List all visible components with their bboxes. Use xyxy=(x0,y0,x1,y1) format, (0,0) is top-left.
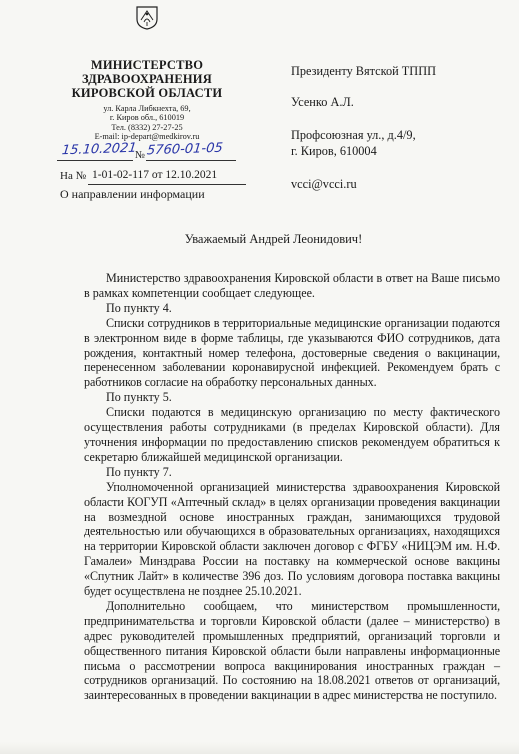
date-underline xyxy=(57,160,133,161)
reference-label: На № xyxy=(60,170,87,182)
body-paragraph: Списки сотрудников в территориальные медицинские организации подаются в электронном виде в форме таблицы, где указываются ФИО сотрудников, дата рождения, контактный номер телефона, достоверные сведения о вакцинации, перенесенном заболевании коронавирусной инфекцией. Рекомендуем брать с работников согласие на обработку персональных данных. xyxy=(84,315,500,390)
addressee-city: г. Киров, 610004 xyxy=(291,144,377,158)
ministry-name-line: МИНИСТЕРСТВО xyxy=(90,58,204,72)
registration-number-label: № xyxy=(135,150,146,161)
ministry-name-line: КИРОВСКОЙ ОБЛАСТИ xyxy=(71,86,223,100)
addressee-title: Президенту Вятской ТППП xyxy=(291,64,436,78)
letter-body xyxy=(84,271,500,703)
body-paragraph: Министерство здравоохранения Кировской области в ответ на Ваше письмо в рамках компетенции сообщает следующее. xyxy=(84,271,500,300)
reference-value: 1-01-02-117 от 12.10.2021 xyxy=(92,169,218,181)
page-edge xyxy=(0,742,519,754)
addressee-street: Профсоюзная ул., д.4/9, xyxy=(291,128,416,142)
kirov-coat-of-arms-icon xyxy=(136,6,158,30)
point-heading: По пункту 4. xyxy=(106,300,172,315)
ministry-name xyxy=(64,58,230,100)
reference-underline xyxy=(88,184,246,185)
ministry-address xyxy=(64,104,230,142)
point-heading: По пункту 5. xyxy=(106,390,172,405)
addressee-name: Усенко А.Л. xyxy=(291,95,354,109)
point-heading: По пункту 7. xyxy=(106,464,172,479)
registration-date: 15.10.2021 xyxy=(61,140,138,159)
address-line: г. Киров обл., 610019 xyxy=(109,113,185,123)
address-line: Тел. (8332) 27-27-25 xyxy=(111,122,183,132)
body-paragraph: Уполномоченной организацией министерства здравоохранения Кировской области КОГУП «Аптечный склад» в целях организации проведения вакцинации на возмездной основе иностранных граждан, занимающихся трудовой деятельностью или обучающихся в образовательных организациях, находящихся на территории Кировской области заключен договор с ФГБУ «НИЦЭМ им. Н.Ф. Гамалеи» Минздрава России на поставку на коммерческой основе вакцины «Спутник Лайт» в количестве 396 доз. По условиям договора поставка вакцины будет осуществлена не позднее 25.10.2021. xyxy=(84,479,500,599)
body-paragraph: Списки подаются в медицинскую организацию по месту фактического осуществления работы сотрудниками (в пределах Кировской области). Для уточнения информации по предоставлению списков рекомендуем обратиться к секретарю ближайшей медицинской организации. xyxy=(84,405,500,464)
ministry-name-line: ЗДРАВООХРАНЕНИЯ xyxy=(82,72,212,86)
salutation: Уважаемый Андрей Леонидович! xyxy=(184,232,363,246)
number-underline xyxy=(146,160,236,161)
registration-number: 5760-01-05 xyxy=(146,140,224,159)
address-line: ул. Карла Либкнехта, 69, xyxy=(103,104,191,113)
address-line: E-mail: ip-depart@medkirov.ru xyxy=(94,132,200,142)
letter-subject: О направлении информации xyxy=(60,187,205,201)
body-paragraph: Дополнительно сообщаем, что министерством промышленности, предпринимательства и торговли Кировской области (далее – министерство) в адрес руководителей промышленных предприятий, организаций торговли и общественного питания Кировской области были направлены информационные письма о рассмотрении вопроса вакцинирования иностранных граждан – сотрудников организаций. По состоянию на 18.08.2021 ответов от организаций, заинтересованных в проведении вакцинации в адрес министерства не поступило. xyxy=(84,598,500,703)
addressee-email: vcci@vcci.ru xyxy=(291,177,357,191)
